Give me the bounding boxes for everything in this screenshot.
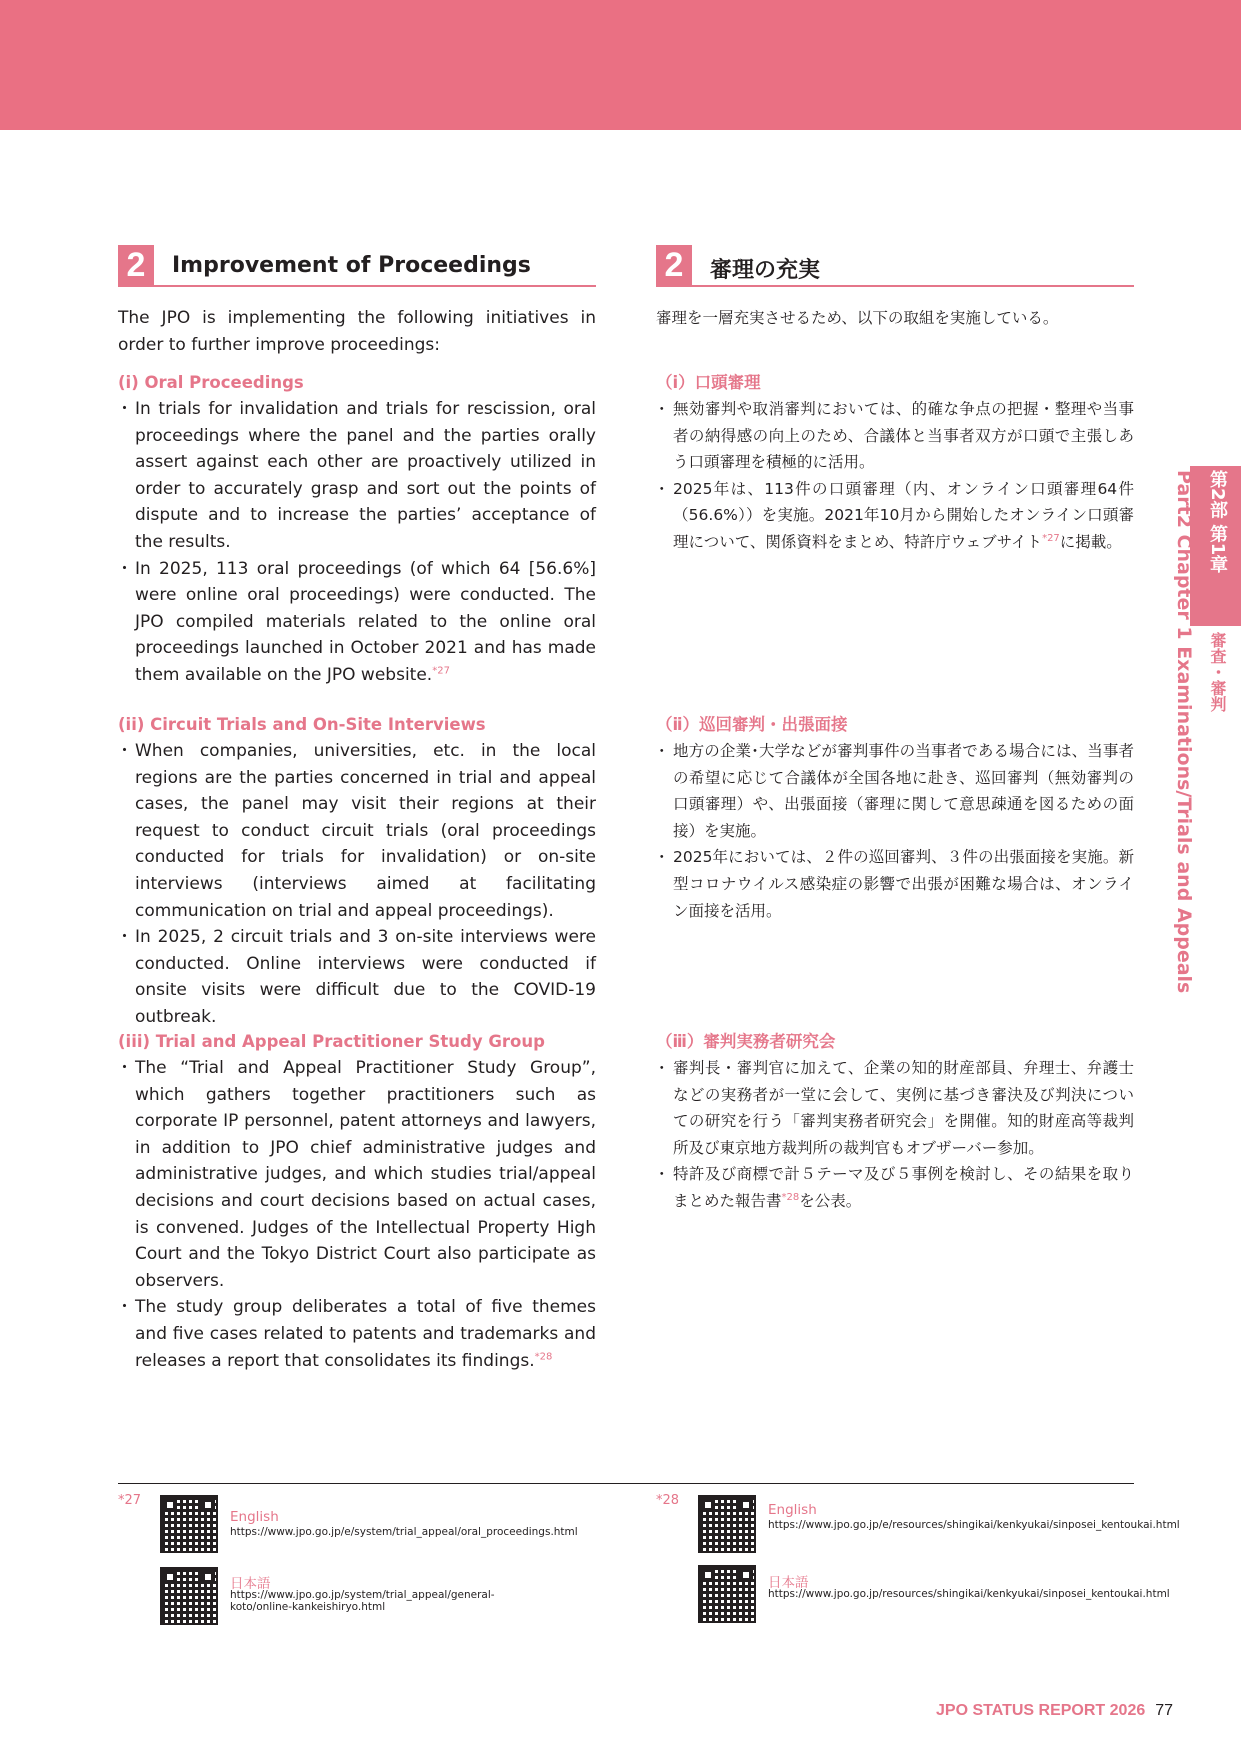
report-title: JPO STATUS REPORT 2026 — [936, 1702, 1146, 1719]
footnote-lang-label: 日本語 — [768, 1575, 809, 1591]
list-item: ・ In trials for invalidation and trials for rescission, oral proceedings where the panel and the parties orally assert against each other are proactively utilized in order to accurately grasp and sort out the points of dispute and to increase the parties’ acceptance of the results. — [118, 396, 596, 556]
footnote-ref: *27 — [1042, 532, 1060, 544]
subsection-study-group — [118, 1029, 596, 1374]
subsection-circuit-trials — [118, 712, 596, 1031]
subsection-heading: (i) Oral Proceedings — [118, 373, 304, 392]
page-footer — [936, 1700, 1173, 1720]
subsection-heading: （ⅱ）巡回審判・出張面接 — [656, 715, 848, 734]
footnote-divider — [118, 1483, 1134, 1484]
subsection-circuit-trials-ja — [656, 712, 1134, 924]
subsection-heading: （ⅲ）審判実務者研究会 — [656, 1032, 836, 1051]
section-intro: 審理を一層充実させるため、以下の取組を実施している。 — [656, 309, 1059, 327]
qr-code-icon[interactable] — [160, 1567, 218, 1625]
subsection-heading: (iii) Trial and Appeal Practitioner Study Group — [118, 1032, 545, 1051]
list-item: ・ 審判長・審判官に加えて、企業の知的財産部員、弁理士、弁護士などの実務者が一堂に会して、実例に基づき審決及び判決についての研究を行う「審判実務者研究会」を開催。知的財産高等裁判所及び東京地方裁判所の裁判官もオブザーバー参加。 — [656, 1055, 1134, 1161]
footnote-ref: *28 — [534, 1350, 553, 1362]
footnote-lang-label: 日本語 — [230, 1576, 271, 1592]
side-part-label-ja: 第2部 第1章 — [1207, 470, 1228, 574]
section-number-badge: 2 — [656, 245, 692, 285]
qr-code-icon[interactable] — [698, 1495, 756, 1553]
qr-code-icon[interactable] — [698, 1565, 756, 1623]
footnote-url[interactable]: https://www.jpo.go.jp/resources/shingikai/kenkyukai/sinposei_kentoukai.html — [768, 1588, 1170, 1600]
footnote-url[interactable]: https://www.jpo.go.jp/e/resources/shingikai/kenkyukai/sinposei_kentoukai.html — [768, 1519, 1180, 1531]
list-item: ・ 2025年は、113件の口頭審理（内、オンライン口頭審理64件（56.6%））を実施。2021年10月から開始したオンライン口頭審理について、関係資料をまとめ、特許庁ウェブサイト$^{*27}$に掲載。 — [656, 476, 1134, 556]
section-title: 審理の充実 — [710, 258, 821, 283]
section-intro: The JPO is implementing the following initiatives in order to further improve proceedings: — [118, 308, 596, 355]
list-item: ・ In 2025, 2 circuit trials and 3 on-site interviews were conducted. Online interviews were conducted if onsite visits were difficult due to the COVID-19 outbreak. — [118, 924, 596, 1030]
list-item: ・ 無効審判や取消審判においては、的確な争点の把握・整理や当事者の納得感の向上のため、合議体と当事者双方が口頭で主張しあう口頭審理を積極的に活用。 — [656, 396, 1134, 476]
section-number-badge: 2 — [118, 245, 154, 285]
subsection-oral-proceedings — [118, 370, 596, 689]
list-item: ・ 特許及び商標で計５テーマ及び５事例を検討し、その結果を取りまとめた報告書$^{*28}$を公表。 — [656, 1161, 1134, 1214]
section-title: Improvement of Proceedings — [172, 253, 531, 278]
footnote-url[interactable]: https://www.jpo.go.jp/system/trial_appeal/general-koto/online-kankeishiryo.html — [230, 1589, 495, 1613]
side-chapter-label-ja: 審査・審判 — [1208, 632, 1227, 712]
footnote-28 — [656, 1493, 1180, 1628]
footnote-ref: *28 — [781, 1191, 800, 1203]
english-column — [118, 245, 596, 1371]
footnote-mark: *28 — [656, 1493, 680, 1508]
qr-code-icon[interactable] — [160, 1495, 218, 1553]
list-item: ・ 地方の企業･大学などが審判事件の当事者である場合には、当事者の希望に応じて合議体が全国各地に赴き、巡回審判（無効審判の口頭審理）や、出張面接（審理に関して意思疎通を図るための面接）を実施。 — [656, 738, 1134, 844]
japanese-column — [656, 245, 1134, 1210]
footnote-lang-label: English — [230, 1509, 279, 1525]
footnote-url[interactable]: https://www.jpo.go.jp/e/system/trial_appeal/oral_proceedings.html — [230, 1526, 578, 1538]
list-item: ・ The study group deliberates a total of five themes and five cases related to patents and trademarks and releases a report that consolidates its findings.$^{*28}$ — [118, 1294, 596, 1374]
side-part-label-en: Part2 Chapter 1 Examinations/Trials and Appeals — [1173, 470, 1195, 994]
footnote-lang-label: English — [768, 1502, 817, 1518]
subsection-heading: (ii) Circuit Trials and On-Site Interviews — [118, 715, 486, 734]
list-item: ・ In 2025, 113 oral proceedings (of which 64 [56.6%] were online oral proceedings) were conducted. The JPO compiled materials related to the online oral proceedings launched in October 2021 and has made them available on the JPO website.$^{*27}$ — [118, 556, 596, 689]
list-item: ・ The “Trial and Appeal Practitioner Study Group”, which gathers together practitioners such as corporate IP personnel, patent attorneys and lawyers, in addition to JPO chief administrative judges and administrative judges, and which studies trial/appeal decisions and court decisions based on actual cases, is convened. Judges of the Intellectual Property High Court and the Tokyo District Court also participate as observers. — [118, 1055, 596, 1294]
subsection-heading: （ⅰ）口頭審理 — [656, 373, 761, 392]
top-banner — [0, 0, 1241, 130]
page-number: 77 — [1155, 1702, 1174, 1719]
footnote-ref: *27 — [432, 665, 450, 677]
footnote-mark: *27 — [118, 1493, 142, 1508]
section-header-ja — [656, 245, 1134, 287]
list-item: ・ When companies, universities, etc. in the local regions are the parties concerned in trial and appeal cases, the panel may visit their regions at their request to conduct circuit trials (oral proceedings conducted for trials for invalidation) or on-site interviews (interviews aimed at facilitating communication on trial and appeal proceedings). — [118, 738, 596, 924]
list-item: ・ 2025年においては、２件の巡回審判、３件の出張面接を実施。新型コロナウイルス感染症の影響で出張が困難な場合は、オンライン面接を活用。 — [656, 844, 1134, 924]
subsection-study-group-ja — [656, 1029, 1134, 1215]
subsection-oral-proceedings-ja — [656, 370, 1134, 556]
section-header-en — [118, 245, 596, 287]
footnote-27 — [118, 1493, 588, 1628]
